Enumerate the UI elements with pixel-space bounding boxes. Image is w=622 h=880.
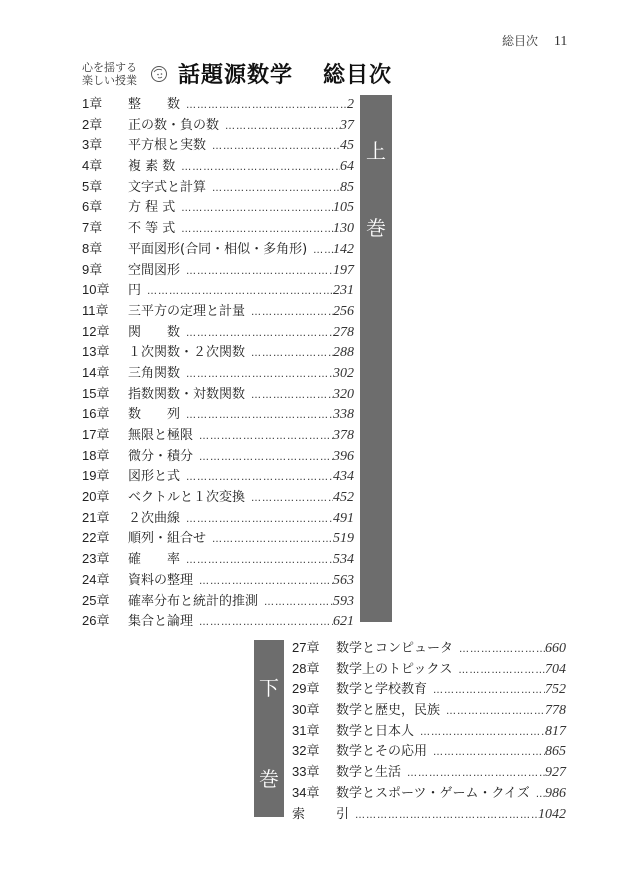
leader-dots <box>181 162 340 173</box>
chapter-title: 数学とコンピュータ <box>336 641 454 656</box>
toc-entry[interactable] <box>82 259 354 280</box>
chapter-title: 数学と生活 <box>336 765 402 781</box>
volume-label-char: 巻 <box>366 216 386 240</box>
toc-entry[interactable] <box>82 465 354 486</box>
chapter-title: 数学とその応用 <box>336 744 428 760</box>
page-ref: 621 <box>333 614 354 630</box>
chapter-title: 数学と学校教育 <box>336 682 428 698</box>
leader-dots <box>212 183 340 194</box>
chapter-number: 25章 <box>82 592 110 608</box>
page-ref: 105 <box>333 200 354 216</box>
leader-dots <box>433 685 545 696</box>
chapter-number: 索 <box>292 805 306 821</box>
toc-entry[interactable] <box>82 217 354 238</box>
chapter-title: 平方根と実数 <box>128 138 207 154</box>
page-ref: 302 <box>333 365 354 381</box>
chapter-number: 5章 <box>82 178 103 194</box>
chapter-title: ベクトルと１次変換 <box>128 490 246 506</box>
page-ref: 45 <box>340 138 354 154</box>
toc-entry[interactable] <box>82 300 354 321</box>
chapter-title: 資料の整理 <box>128 572 194 588</box>
page-ref: 37 <box>340 117 354 133</box>
chapter-number: 3章 <box>82 137 103 153</box>
volume-label-char: 下 <box>259 676 279 700</box>
toc-entry[interactable] <box>82 362 354 383</box>
page-ref: 378 <box>333 428 354 443</box>
leader-dots <box>251 307 333 318</box>
chapter-title: 整 数 <box>128 97 181 112</box>
leader-dots <box>251 493 333 504</box>
chapter-title: 引 <box>336 806 350 822</box>
chapter-title: 順列・組合せ <box>128 531 207 547</box>
series-subtitle <box>82 61 144 87</box>
leader-dots <box>458 665 545 676</box>
page-ref: 452 <box>333 490 354 506</box>
running-head-section: 総目次 <box>502 34 539 48</box>
chapter-title: 数 列 <box>128 407 181 423</box>
chapter-title: 複 素 数 <box>128 159 176 175</box>
toc-entry[interactable] <box>82 527 354 548</box>
chapter-title: 関 数 <box>128 324 181 340</box>
leader-dots <box>186 369 333 380</box>
chapter-number: 23章 <box>82 551 110 567</box>
page-ref: 865 <box>545 744 566 760</box>
page-ref: 320 <box>333 386 354 402</box>
chapter-number: 28章 <box>292 660 320 676</box>
leader-dots <box>186 514 333 525</box>
toc-entry[interactable] <box>82 507 354 528</box>
chapter-title: 空間図形 <box>128 262 181 278</box>
page-ref: 338 <box>333 407 354 423</box>
chapter-title: 方 程 式 <box>128 200 176 216</box>
page-ref: 64 <box>340 159 354 175</box>
toc-entry[interactable] <box>82 176 354 197</box>
page-ref: 2 <box>347 97 354 112</box>
chapter-number: 15章 <box>82 385 110 401</box>
leader-dots <box>199 576 333 587</box>
leader-dots <box>199 617 333 628</box>
leader-dots <box>186 266 333 277</box>
page-ref: 534 <box>333 552 354 568</box>
chapter-number: 11章 <box>82 302 109 318</box>
leader-dots <box>186 555 333 566</box>
toc-entry[interactable] <box>292 761 566 782</box>
page-ref: 142 <box>333 241 354 257</box>
toc-entry[interactable] <box>82 134 354 155</box>
leader-dots <box>199 452 333 463</box>
chapter-title: 平面図形(合同・相似・多角形) <box>128 241 308 257</box>
chapter-number: 12章 <box>82 323 110 339</box>
page-ref: 752 <box>545 682 566 698</box>
chapter-number: 8章 <box>82 240 103 256</box>
chapter-number: 10章 <box>82 282 110 298</box>
leader-dots <box>446 706 545 717</box>
page-number: 11 <box>553 34 568 49</box>
chapter-title: 数学とスポーツ・ゲーム・クイズ <box>336 785 530 801</box>
book-title: 話題源数学 <box>178 63 294 88</box>
chapter-title: 三角関数 <box>128 365 181 381</box>
leader-dots <box>420 727 545 738</box>
page-ref: 130 <box>333 221 354 237</box>
toc-entry[interactable] <box>82 383 354 404</box>
toc-entry[interactable] <box>292 658 566 679</box>
toc-entry[interactable] <box>82 114 354 135</box>
page-ref: 817 <box>545 723 566 739</box>
page-ref: 197 <box>333 262 354 278</box>
chapter-number: 26章 <box>82 613 110 629</box>
page-ref: 396 <box>333 448 354 464</box>
contents-title: 総目次 <box>323 63 393 88</box>
subtitle-line-1: 心を揺する <box>82 60 137 74</box>
toc-entry[interactable] <box>82 155 354 176</box>
chapter-number: 27章 <box>292 640 320 655</box>
leader-dots <box>186 410 333 421</box>
chapter-title: 指数関数・対数関数 <box>128 386 246 402</box>
toc-entry[interactable] <box>82 548 354 569</box>
chapter-number: 1章 <box>82 96 103 111</box>
chapter-title: 不 等 式 <box>128 221 176 237</box>
chapter-number: 30章 <box>292 702 320 718</box>
lower-volume-bar <box>254 640 284 817</box>
subtitle-line-2: 楽しい授業 <box>82 73 137 87</box>
leader-dots <box>147 286 333 297</box>
chapter-number: 24章 <box>82 571 110 587</box>
toc-entry[interactable] <box>82 569 354 590</box>
chapter-title: 数学と日本人 <box>336 723 415 739</box>
page-title <box>178 58 392 89</box>
leader-dots <box>212 141 340 152</box>
chapter-number: 13章 <box>82 344 110 360</box>
toc-entry[interactable] <box>82 238 354 259</box>
chapter-number: 18章 <box>82 447 110 463</box>
volume-label-char: 上 <box>366 139 386 163</box>
leader-dots <box>264 597 333 608</box>
leader-dots <box>536 789 545 800</box>
toc-entry[interactable] <box>82 341 354 362</box>
leader-dots <box>459 644 545 655</box>
chapter-number: 14章 <box>82 364 110 380</box>
page-ref: 927 <box>545 765 566 781</box>
page-ref: 231 <box>333 283 354 299</box>
leader-dots <box>251 390 333 401</box>
toc-upper-volume <box>82 93 354 631</box>
chapter-number: 21章 <box>82 509 110 525</box>
page-ref: 85 <box>340 179 354 195</box>
leader-dots <box>313 245 333 256</box>
face-icon <box>150 65 168 83</box>
chapter-number: 22章 <box>82 530 110 546</box>
toc-entry[interactable] <box>82 279 354 300</box>
chapter-number: 17章 <box>82 427 110 442</box>
leader-dots <box>225 121 340 132</box>
chapter-number: 16章 <box>82 406 110 422</box>
page-ref: 434 <box>333 469 354 485</box>
chapter-title: 確 率 <box>128 552 181 568</box>
page-ref: 704 <box>545 661 566 677</box>
chapter-number: 4章 <box>82 158 103 174</box>
leader-dots <box>433 747 545 758</box>
toc-entry[interactable] <box>292 720 566 741</box>
leader-dots <box>199 431 333 442</box>
page-ref: 563 <box>333 572 354 588</box>
chapter-title: 三平方の定理と計量 <box>128 303 246 319</box>
toc-entry[interactable] <box>82 93 354 114</box>
toc-entry[interactable] <box>82 321 354 342</box>
leader-dots <box>355 810 538 821</box>
chapter-title: 確率分布と統計的推測 <box>128 593 259 609</box>
chapter-title: 数学と歴史，民族 <box>336 703 441 719</box>
chapter-title: 文字式と計算 <box>128 179 207 195</box>
leader-dots <box>181 224 333 235</box>
toc-entry[interactable] <box>292 678 566 699</box>
toc-entry[interactable] <box>82 424 354 445</box>
leader-dots <box>251 348 333 359</box>
chapter-number: 6章 <box>82 199 103 215</box>
page-ref: 593 <box>333 593 354 609</box>
chapter-title: 数学上のトピックス <box>336 661 453 677</box>
chapter-title: 無限と極限 <box>128 428 194 443</box>
toc-entry[interactable] <box>292 637 566 658</box>
chapter-title: 微分・積分 <box>128 448 194 464</box>
toc-entry[interactable] <box>292 782 566 803</box>
chapter-number: 9章 <box>82 261 103 277</box>
chapter-number: 7章 <box>82 220 103 236</box>
chapter-title: 図形と式 <box>128 469 181 485</box>
toc-entry[interactable] <box>292 699 566 720</box>
chapter-title: 円 <box>128 283 142 299</box>
upper-volume-bar <box>360 95 392 622</box>
chapter-number: 2章 <box>82 116 103 132</box>
chapter-number: 19章 <box>82 468 110 484</box>
page-ref: 1042 <box>538 806 566 822</box>
leader-dots <box>186 328 333 339</box>
chapter-number: 33章 <box>292 764 320 780</box>
page-ref: 778 <box>545 703 566 719</box>
page-ref: 256 <box>333 303 354 319</box>
page-ref: 986 <box>545 785 566 801</box>
chapter-number: 31章 <box>292 722 320 738</box>
leader-dots <box>212 534 333 545</box>
page-ref: 660 <box>545 641 566 656</box>
page-ref: 288 <box>333 345 354 361</box>
leader-dots <box>186 100 347 111</box>
toc-entry[interactable] <box>82 403 354 424</box>
toc-lower-volume <box>292 637 566 823</box>
toc-entry[interactable] <box>292 803 566 824</box>
running-head <box>502 32 567 50</box>
toc-entry[interactable] <box>82 486 354 507</box>
leader-dots <box>407 768 545 779</box>
chapter-number: 32章 <box>292 743 320 759</box>
page-ref: 519 <box>333 531 354 547</box>
chapter-number: 20章 <box>82 489 110 505</box>
chapter-number: 34章 <box>292 784 320 800</box>
page-ref: 278 <box>333 324 354 340</box>
toc-entry[interactable] <box>292 740 566 761</box>
chapter-title: 正の数・負の数 <box>128 117 220 133</box>
chapter-title: １次関数・２次関数 <box>128 345 246 361</box>
toc-entry[interactable] <box>82 445 354 466</box>
page-ref: 491 <box>333 510 354 526</box>
title-block <box>82 58 392 89</box>
chapter-title: ２次曲線 <box>128 510 181 526</box>
volume-label-char: 巻 <box>259 767 279 791</box>
toc-entry[interactable] <box>82 610 354 631</box>
leader-dots <box>186 472 333 483</box>
chapter-number: 29章 <box>292 681 320 697</box>
toc-entry[interactable] <box>82 590 354 611</box>
chapter-title: 集合と論理 <box>128 614 194 630</box>
toc-entry[interactable] <box>82 196 354 217</box>
leader-dots <box>181 203 333 214</box>
